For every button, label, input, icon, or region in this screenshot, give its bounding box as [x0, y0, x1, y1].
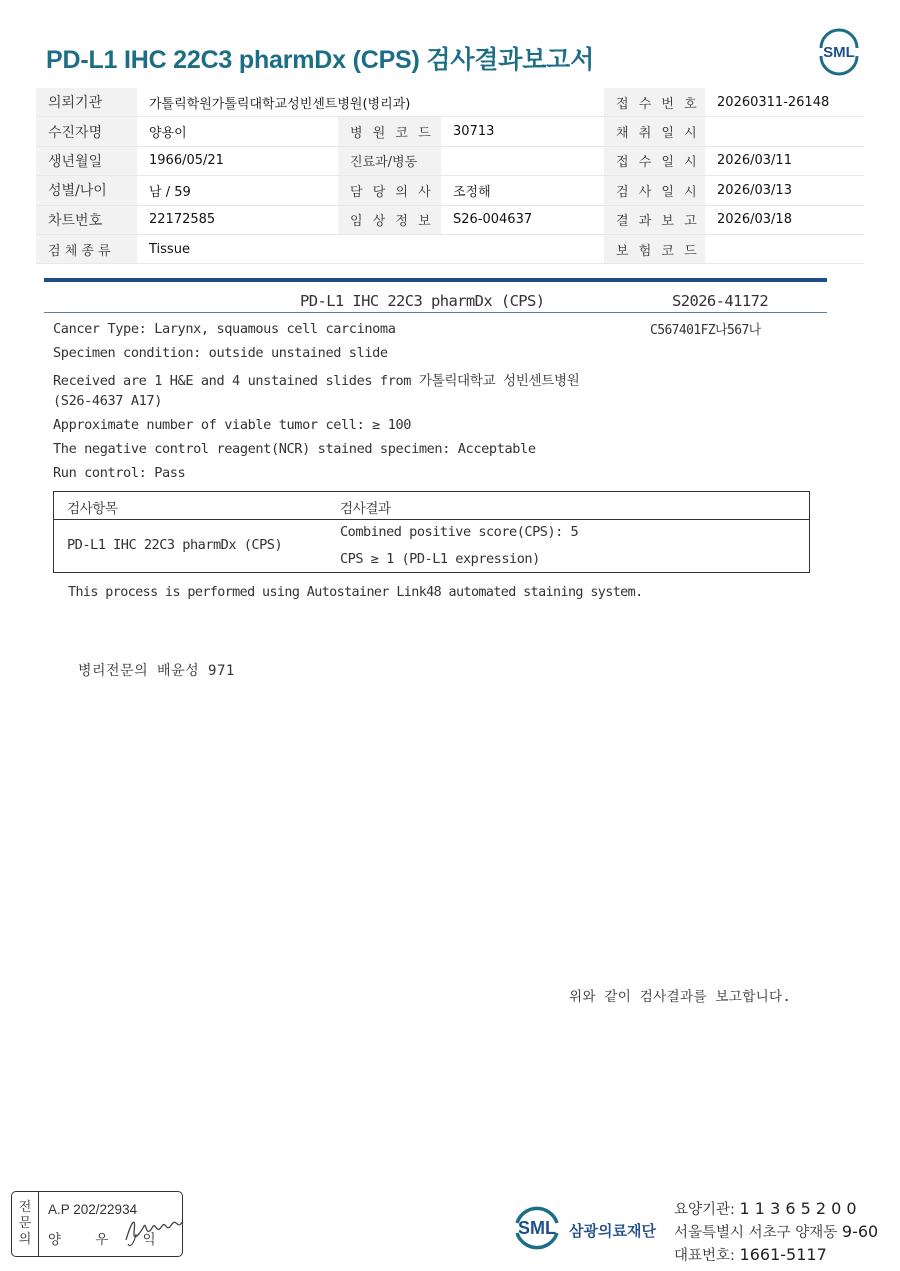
report-test-name: PD-L1 IHC 22C3 pharmDx (CPS): [300, 292, 545, 310]
patient-info-table: [36, 88, 864, 264]
section-divider: [44, 278, 827, 282]
value-attending-doctor: 조정해: [441, 176, 604, 205]
label-chart-number: 차트번호: [36, 205, 137, 234]
sml-footer-logo-text: SML: [518, 1218, 556, 1238]
result-table-divider: [54, 519, 809, 520]
value-accession-number: 20260311-26148: [705, 88, 864, 117]
info-row: [36, 205, 864, 234]
line-cancer-type: Cancer Type: Larynx, squamous cell carcinoma: [53, 321, 396, 337]
pathologist-stamp: [11, 1191, 183, 1257]
phone-value: 1661-5117: [739, 1245, 827, 1264]
line-viable-tumor-cells: Approximate number of viable tumor cell: ≥ 100: [53, 417, 412, 433]
label-insurance-code: 보 험 코 드: [604, 234, 705, 263]
report-case-number: S2026-41172: [672, 292, 769, 310]
label-clinical-info: 임 상 정 보: [338, 205, 441, 234]
info-row: [36, 117, 864, 146]
info-row: [36, 176, 864, 205]
value-sex-age: 남 / 59: [137, 176, 338, 205]
result-cps-interpretation: CPS ≥ 1 (PD-L1 expression): [340, 551, 540, 567]
label-requesting-institution: 의뢰기관: [36, 88, 137, 117]
value-patient-name: 양용이: [137, 117, 338, 146]
line-slide-id: (S26-4637 A17): [53, 393, 162, 409]
label-received-date: 접 수 일 시: [604, 146, 705, 175]
closing-statement: 위와 같이 검사결과를 보고합니다.: [569, 989, 791, 1005]
institution-code: [674, 1198, 857, 1219]
foundation-name: 삼광의료재단: [569, 1222, 656, 1240]
value-requesting-institution: 가톨릭학원가톨릭대학교성빈센트병원(병리과): [137, 88, 604, 117]
result-header-item: 검사항목: [67, 501, 118, 517]
value-collection-date: [705, 117, 864, 146]
address: [674, 1221, 878, 1242]
report-title-underline: [44, 312, 827, 313]
result-item-name: PD-L1 IHC 22C3 pharmDx (CPS): [67, 537, 283, 553]
sml-logo-icon: [815, 28, 863, 76]
label-collection-date: 채 취 일 시: [604, 117, 705, 146]
stamp-physician-name: 양 우 익: [48, 1232, 171, 1248]
value-birth-date: 1966/05/21: [137, 146, 338, 175]
report-title: PD-L1 IHC 22C3 pharmDx (CPS) 검사결과보고서: [46, 46, 595, 74]
sml-logo-text: SML: [823, 44, 855, 61]
line-negative-control: The negative control reagent(NCR) stained specimen: Acceptable: [53, 441, 536, 457]
value-insurance-code: [705, 234, 864, 263]
info-row: [36, 88, 864, 117]
institution-code-value: 1 1 3 6 5 2 0 0: [739, 1199, 857, 1218]
result-cps-score: Combined positive score(CPS): 5: [340, 524, 579, 540]
line-received-slides: Received are 1 H&E and 4 unstained slides from 가톨릭대학교 성빈센트병원: [53, 373, 580, 389]
value-report-date: 2026/03/18: [705, 205, 864, 234]
phone-label: 대표번호:: [674, 1248, 735, 1264]
stamp-char: 전: [18, 1200, 32, 1215]
value-clinical-info: S26-004637: [441, 205, 604, 234]
sml-footer-logo-icon: [509, 1201, 565, 1255]
value-test-date: 2026/03/13: [705, 176, 864, 205]
institution-code-label: 요양기관:: [674, 1202, 735, 1218]
value-department-ward: [441, 146, 604, 175]
label-patient-name: 수진자명: [36, 117, 137, 146]
pathologist-signature-line: 병리전문의 배윤성 971: [78, 663, 235, 679]
stamp-char: 문: [18, 1216, 32, 1231]
line-run-control: Run control: Pass: [53, 465, 186, 481]
value-received-date: 2026/03/11: [705, 146, 864, 175]
address-number: 9-60: [841, 1222, 879, 1241]
method-footnote: This process is performed using Autostainer Link48 automated staining system.: [68, 585, 643, 600]
phone: [674, 1244, 827, 1265]
label-test-date: 검 사 일 시: [604, 176, 705, 205]
label-specimen-type: 검 체 종 류: [36, 234, 137, 263]
label-department-ward: 진료과/병동: [338, 146, 441, 175]
info-row: [36, 234, 864, 263]
label-birth-date: 생년월일: [36, 146, 137, 175]
stamp-char: 의: [18, 1232, 32, 1247]
value-chart-number: 22172585: [137, 205, 338, 234]
stamp-vertical-label: [12, 1192, 39, 1256]
value-hospital-code: 30713: [441, 117, 604, 146]
label-sex-age: 성별/나이: [36, 176, 137, 205]
handwritten-signature-icon: [122, 1210, 184, 1250]
label-report-date: 결 과 보 고: [604, 205, 705, 234]
label-hospital-code: 병 원 코 드: [338, 117, 441, 146]
result-header-result: 검사결과: [340, 501, 391, 517]
stamp-license-number: A.P 202/22934: [48, 1202, 138, 1217]
label-accession-number: 접 수 번 호: [604, 88, 705, 117]
report-block-code: C567401FZ나567나: [650, 323, 761, 338]
result-table: [53, 491, 810, 573]
line-specimen-condition: Specimen condition: outside unstained slide: [53, 345, 388, 361]
address-text: 서울특별시 서초구 양재동: [674, 1225, 838, 1241]
value-specimen-type: Tissue: [137, 234, 604, 263]
info-row: [36, 146, 864, 175]
label-attending-doctor: 담 당 의 사: [338, 176, 441, 205]
